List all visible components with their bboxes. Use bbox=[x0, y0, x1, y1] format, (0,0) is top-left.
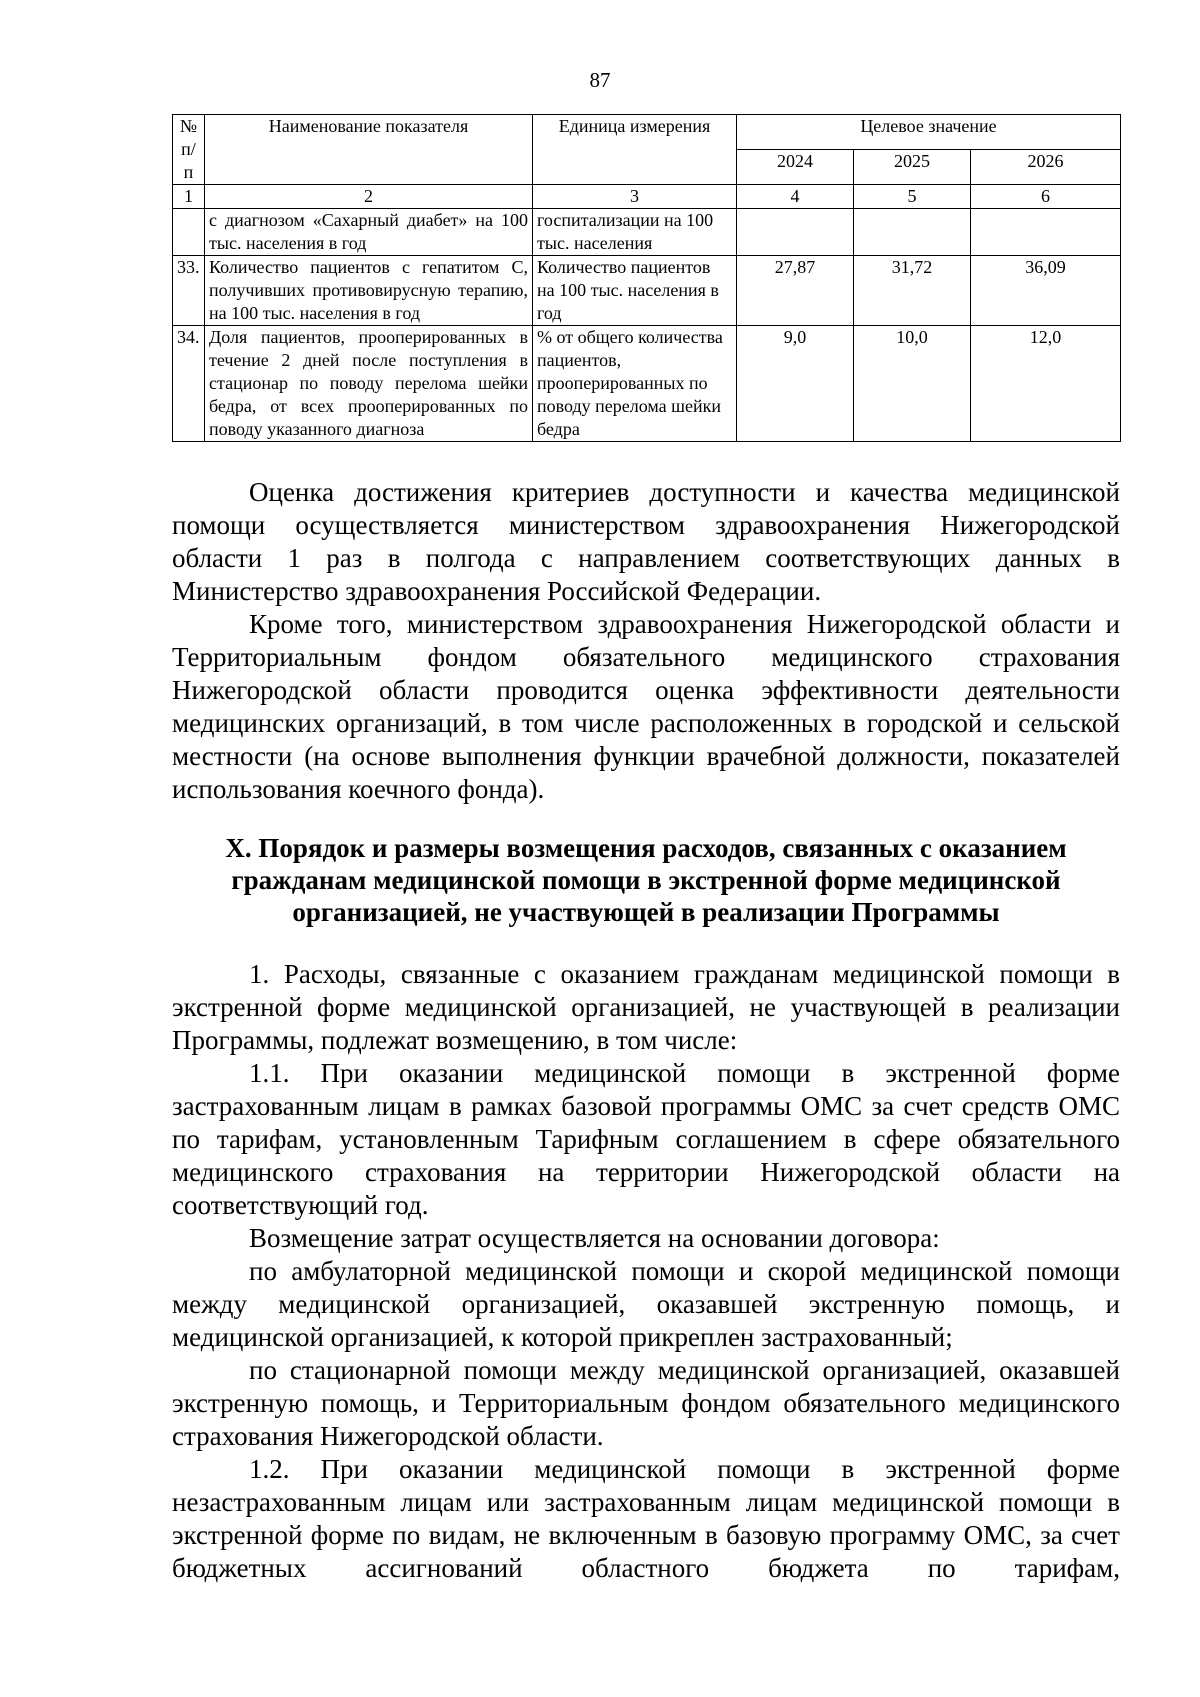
paragraph: 1.1. При оказании медицинской помощи в экстренной форме застрахованным лицам в рамках базовой программы ОМС за счет средств ОМС по тарифам, установленным Тарифным соглашением в сфере обязательного медицинского страхования на территории Нижегородской области на соответствующий год. bbox=[172, 1058, 1120, 1220]
header-num-line1: № bbox=[179, 116, 198, 136]
paragraph: по стационарной помощи между медицинской организацией, оказавшей экстренную помощь, и Территориальным фондом обязательного медицинского страхования Нижегородской области. bbox=[172, 1355, 1120, 1451]
indicators-table bbox=[172, 114, 1121, 442]
col-number: 1 bbox=[173, 185, 205, 209]
row-value-2024: 9,0 bbox=[737, 326, 854, 442]
col-number: 2 bbox=[205, 185, 533, 209]
section-heading-line: гражданам медицинской помощи в экстренной форме медицинской bbox=[231, 865, 1061, 895]
paragraph: 1. Расходы, связанные с оказанием гражданам медицинской помощи в экстренной форме медицинской организацией, не участвующей в реализации Программы, подлежат возмещению, в том числе: bbox=[172, 959, 1120, 1055]
table-header-row bbox=[173, 115, 1121, 150]
row-name: с диагнозом «Сахарный диабет» на 100 тыс. населения в год bbox=[205, 209, 533, 256]
column-numbers-row bbox=[173, 185, 1121, 209]
col-number: 3 bbox=[533, 185, 737, 209]
row-num bbox=[173, 209, 205, 256]
section-heading-line: X. Порядок и размеры возмещения расходов, связанных с оказанием bbox=[225, 833, 1067, 863]
paragraph: по амбулаторной медицинской помощи и скорой медицинской помощи между медицинской организацией, оказавшей экстренную помощь, и медицинской организацией, к которой прикреплен застрахованный; bbox=[172, 1256, 1120, 1352]
row-name: Количество пациентов с гепатитом С, получивших противовирусную терапию, на 100 тыс. населения в год bbox=[205, 256, 533, 326]
row-value-2025: 31,72 bbox=[854, 256, 971, 326]
header-num-line2: п/п bbox=[181, 139, 196, 182]
header-year-2024: 2024 bbox=[737, 150, 854, 185]
header-year-2025: 2025 bbox=[854, 150, 971, 185]
col-number: 6 bbox=[971, 185, 1121, 209]
section-heading bbox=[172, 832, 1120, 928]
page-number: 87 bbox=[589, 68, 611, 92]
paragraph: Возмещение затрат осуществляется на основании договора: bbox=[249, 1223, 940, 1253]
reimbursement-text-block bbox=[172, 958, 1120, 1585]
row-num: 33. bbox=[173, 256, 205, 326]
header-num bbox=[173, 115, 205, 185]
header-year-2026: 2026 bbox=[971, 150, 1121, 185]
row-value-2025 bbox=[854, 209, 971, 256]
col-number: 4 bbox=[737, 185, 854, 209]
assessment-text-block bbox=[172, 476, 1120, 806]
row-value-2024: 27,87 bbox=[737, 256, 854, 326]
header-unit: Единица измерения bbox=[533, 115, 737, 185]
row-num: 34. bbox=[173, 326, 205, 442]
header-target: Целевое значение bbox=[737, 115, 1121, 150]
header-name: Наименование показателя bbox=[205, 115, 533, 185]
row-value-2026 bbox=[971, 209, 1121, 256]
section-heading-line: организацией, не участвующей в реализации Программы bbox=[292, 897, 1000, 927]
row-value-2024 bbox=[737, 209, 854, 256]
col-number: 5 bbox=[854, 185, 971, 209]
paragraph: Кроме того, министерством здравоохранения Нижегородской области и Территориальным фондом обязательного медицинского страхования Нижегородской области проводится оценка эффективности деятельности медицинских организаций, в том числе расположенных в городской и сельской местности (на основе выполнения функции врачебной должности, показателей использования коечного фонда). bbox=[172, 609, 1120, 804]
row-value-2026: 12,0 bbox=[971, 326, 1121, 442]
row-value-2026: 36,09 bbox=[971, 256, 1121, 326]
row-unit: % от общего количества пациентов, прооперированных по поводу перелома шейки бедра bbox=[533, 326, 737, 442]
table-row bbox=[173, 256, 1121, 326]
paragraph: Оценка достижения критериев доступности и качества медицинской помощи осуществляется министерством здравоохранения Нижегородской области 1 раз в полгода с направлением соответствующих данных в Министерство здравоохранения Российской Федерации. bbox=[172, 477, 1120, 606]
row-value-2025: 10,0 bbox=[854, 326, 971, 442]
row-unit: Количество пациентов на 100 тыс. населения в год bbox=[533, 256, 737, 326]
row-unit: госпитализации на 100 тыс. населения bbox=[533, 209, 737, 256]
table-row bbox=[173, 209, 1121, 256]
paragraph: 1.2. При оказании медицинской помощи в экстренной форме незастрахованным лицам или застрахованным лицам медицинской помощи в экстренной форме по видам, не включенным в базовую программу ОМС, за счет бюджетных ассигнований областного бюджета по тарифам, bbox=[172, 1454, 1120, 1583]
table-row bbox=[173, 326, 1121, 442]
row-name: Доля пациентов, прооперированных в течение 2 дней после поступления в стационар по поводу перелома шейки бедра, от всех прооперированных по поводу указанного диагноза bbox=[205, 326, 533, 442]
